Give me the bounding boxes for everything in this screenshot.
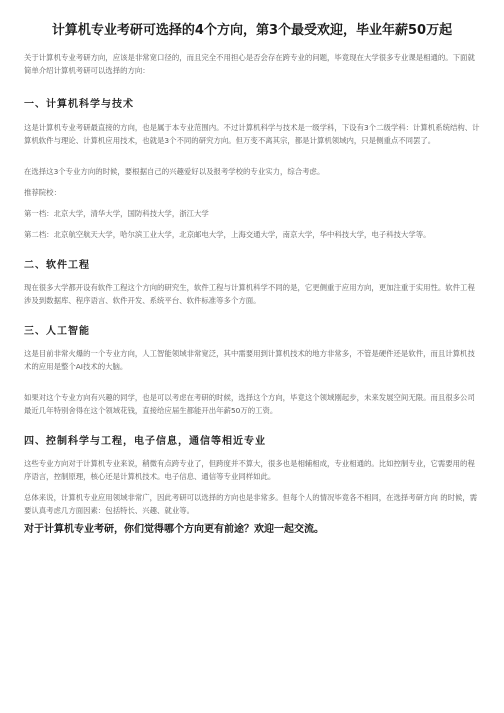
intro-paragraph: 关于计算机专业考研方向，应该是非常宽口径的，而且完全不用担心是否会存在跨专业的问题，毕竟现在大学很多专业课是相通的。下面就简单介绍计算机考研可以选择的方向：	[24, 53, 475, 75]
section-2-heading: 二、软件工程	[24, 260, 90, 271]
section-1-paragraph-2: 在选择这3个专业方向的时候，要根据自己的兴趣爱好以及报考学校的专业实力，综合考虑。	[24, 167, 325, 176]
section-3-paragraph-2: 如果对这个专业方向有兴趣的同学，也是可以考虑在考研的时候，选择这个方向，毕竟这个领域刚起步，未来发展空间无限。而且很多公司最近几年特别舍得在这个领域花钱，直接给应届生都能开出年薪50万的工资。	[24, 393, 475, 415]
section-1-paragraph-4: 第一档：北京大学，清华大学，国防科技大学，浙江大学	[24, 209, 209, 218]
section-4-paragraph-1: 这些专业方向对于计算机专业来说，稍微有点跨专业了，但跨度并不算大，很多也是相辅相成，专业相通的。比如控制专业，它需要用的程序语言，控制原理，核心还是计算机技术。电子信息、通信等专业同样如此。	[24, 459, 475, 481]
section-3-heading: 三、人工智能	[24, 326, 90, 337]
article-title: 计算机专业考研可选择的4个方向，第3个最受欢迎，毕业年薪50万起	[51, 23, 453, 38]
section-4-heading: 四、控制科学与工程，电子信息，通信等相近专业	[24, 436, 266, 447]
section-3-paragraph-1: 这是目前非常火爆的一个专业方向，人工智能领域非常宽泛，其中需要用到计算机技术的地方非常多，不管是硬件还是软件，而且计算机技术的应用是整个AI技术的大脑。	[24, 349, 475, 371]
section-1-paragraph-1: 这是计算机专业考研最直接的方向，也是属于本专业范围内。不过计算机科学与技术是一级学科，下设有3个二级学科：计算机系统结构、计算机软件与理论、计算机应用技术，也就是3个不同的研究方向。但万变不离其宗，都是计算机领域内，只是侧重点不同罢了。	[24, 123, 480, 145]
section-1-paragraph-5: 第二档：北京航空航天大学，哈尔滨工业大学，北京邮电大学，上海交通大学，南京大学，华中科技大学，电子科技大学等。	[24, 230, 431, 239]
section-1-heading: 一、计算机科学与技术	[24, 99, 134, 110]
section-1-paragraph-3: 推荐院校：	[24, 188, 61, 197]
section-2-paragraph-1: 现在很多大学都开设有软件工程这个方向的研究生，软件工程与计算机科学不同的是，它更侧重于应用方向，更加注重于实用性。软件工程涉及到数据库、程序语言、软件开发、系统平台、软件标准等多个方面。	[24, 283, 475, 305]
closing-question: 对于计算机专业考研，你们觉得哪个方向更有前途？欢迎一起交流。	[24, 524, 324, 535]
section-4-paragraph-2: 总体来说，计算机专业应用领域非常广，因此考研可以选择的方向也是非常多。但每个人的情况毕竟各不相同，在选择考研方向 的时候，需要认真考虑几方面因素：包括特长、兴趣、就业等。	[24, 493, 478, 515]
